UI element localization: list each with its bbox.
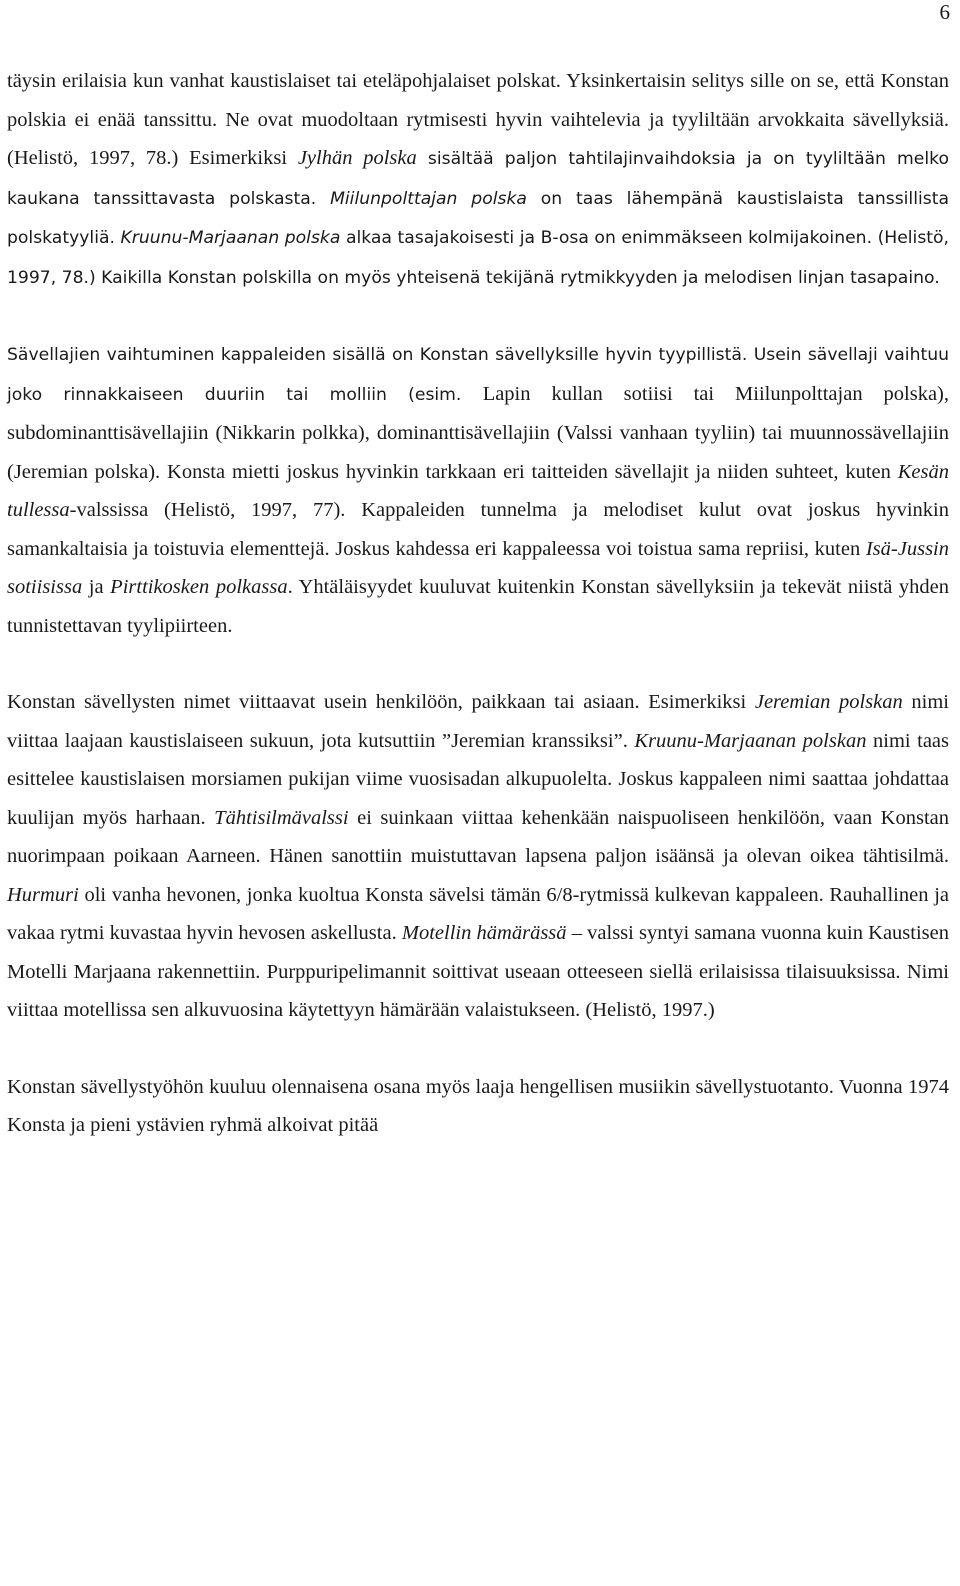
paragraph [7, 62, 949, 297]
page-number: 6 [939, 0, 950, 24]
italic-title-text: Pirttikosken polkassa [110, 576, 288, 598]
paragraph-text: . Yhtäläisyydet kuuluvat kuitenkin Konstan sävellyksiin ja tekevät niistä yhden tunnistettavan tyylipiirteen. [7, 576, 949, 637]
paragraph [7, 683, 949, 1030]
paragraph-text: Lapin kullan sotiisi tai Miilunpolttajan polska), subdominanttisävellajiin (Nikkarin polkka), dominanttisävellajiin (Valssi vanhaan tyyliin) tai muunnossävellajiin (Jeremian polska). Konsta mietti joskus hyvinkin tarkkaan eri taitteiden sävellajit ja niiden suhteet, kuten [7, 382, 949, 483]
paragraph [7, 1068, 949, 1145]
paragraph-text: -valssissa (Helistö, 1997, 77). Kappaleiden tunnelma ja melodiset kulut ovat joskus hyvinkin samankaltaisia ja toistuvia elementtejä. Joskus kahdessa eri kappaleessa voi toistua sama repriisi, kuten [7, 499, 949, 560]
italic-title-text: Kesän tullessa [7, 460, 949, 521]
paragraph-text: oli vanha hevonen, jonka kuoltua Konsta sävelsi tämän 6/8-rytmissä kulkevan kappaleen. Rauhallinen ja vakaa rytmi kuvastaa hyvin hevosen askellusta. [7, 883, 949, 944]
paragraph-text: täysin erilaisia kun vanhat kaustislaiset tai eteläpohjalaiset polskat. Yksinkertaisin selitys sille on se, että Konstan polskia ei enää tanssittu. Ne ovat muodoltaan rytmisesti hyvin vaihtelevia ja tyyliltään arvokkaita sävellyksiä. (Helistö, 1997, 78.) Esimerkiksi [7, 70, 949, 169]
document-body [7, 62, 949, 1145]
paragraph-text: sisältää paljon tahtilajinvaihdoksia ja on tyyliltään melko kaukana tanssittavasta polskasta. [7, 149, 950, 209]
paragraph-text: Konstan sävellysten nimet viittaavat usein henkilöön, paikkaan tai asiaan. Esimerkiksi [7, 691, 755, 713]
paragraph-text: – valssi syntyi samana vuonna kuin Kaustisen Motelli Marjaana rakennettiin. Purppuripelimannit soittivat useaan otteeseen siellä erilaisissa tilaisuuksissa. Nimi viittaa motellissa sen alkuvuosina käytettyyn hämärään valaistukseen. (Helistö, 1997.) [7, 922, 950, 1021]
paragraph-text: ei suinkaan viittaa kehenkään naispuoliseen henkilöön, vaan Konstan nuorimpaan poikaan Aarneen. Hänen sanottiin muistuttavan lapsena paljon isäänsä ja olevan oikea tähtisilmä. [7, 806, 949, 867]
paragraph-text: alkaa tasajakoisesti ja B-osa on enimmäkseen kolmijakoinen. (Helistö, 1997, 78.) Kaikilla Konstan polskilla on myös yhteisenä tekijänä rytmikkyyden ja melodisen linjan tasapaino. [7, 228, 950, 288]
paragraph [7, 335, 949, 645]
italic-title-text: Isä-Jussin sotiisissa [7, 537, 949, 598]
paragraph-text: ja [82, 576, 111, 598]
paragraph-text: Sävellajien vaihtuminen kappaleiden sisällä on Konstan sävellyksille hyvin tyypillistä. Usein sävellaji vaihtuu joko rinnakkaiseen duuriin tai molliin (esim. [7, 345, 949, 405]
italic-title-text: Hurmuri [7, 883, 79, 906]
italic-title-text: Motellin hämärässä [401, 922, 567, 944]
paragraph-text: Konstan sävellystyöhön kuuluu olennaisena osana myös laaja hengellisen musiikin sävellystuotanto. Vuonna 1974 Konsta ja pieni ystävien ryhmä alkoivat pitää [7, 1075, 949, 1136]
italic-title-text: Miilunpolttajan polska [330, 188, 527, 209]
paragraph-text: nimi taas esittelee kaustislaisen morsiamen pukijan viime vuosisadan alkupuolelta. Joskus kappaleen nimi saattaa johdattaa kuulijan myös harhaan. [7, 729, 950, 829]
italic-title-text: Jylhän polska [297, 147, 417, 169]
italic-title-text: Kruunu-Marjaanan polskan [634, 729, 867, 752]
italic-title-text: Jeremian polskan [754, 691, 903, 713]
italic-title-text: Tähtisilmävalssi [214, 806, 349, 829]
paragraph-text: nimi viittaa laajaan kaustislaiseen sukuun, jota kutsuttiin ”Jeremian kranssiksi”. [7, 691, 949, 752]
italic-title-text: Kruunu-Marjaanan polska [120, 228, 341, 248]
paragraph-text: on taas lähempänä kaustislaista tanssillista polskatyyliä. [7, 188, 949, 248]
